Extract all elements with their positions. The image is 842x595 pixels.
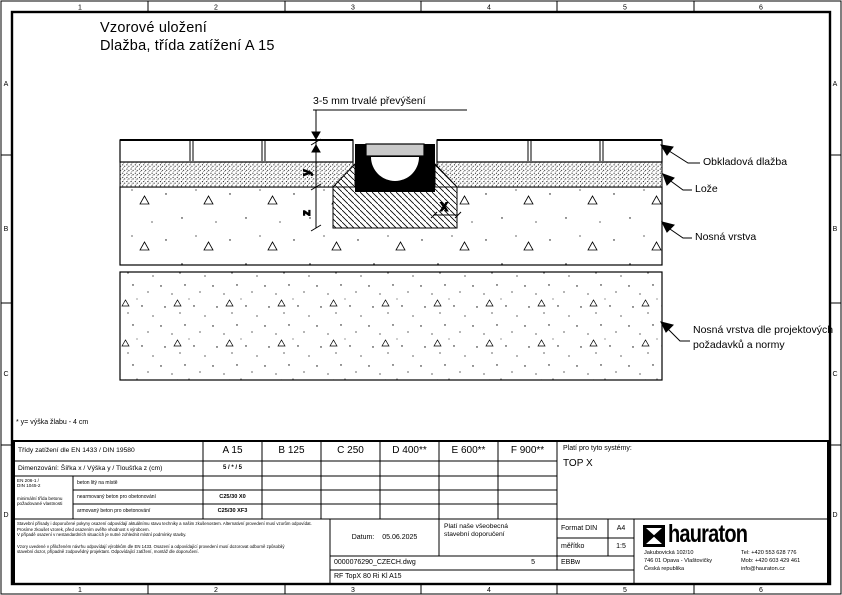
legal-notes xyxy=(17,521,325,555)
general-note-line: stavební doporučení xyxy=(444,531,505,538)
dim-x-label: X xyxy=(440,200,449,214)
spec-line: DIN 1045-2 xyxy=(17,483,41,489)
company-contact xyxy=(741,549,800,574)
contact-line: Mob: +420 603 429 461 xyxy=(741,558,801,565)
legal-line: V případě osazení v nestandardních situacích je nutné zohlednit místní podmínky stavby. xyxy=(17,532,187,538)
ruler-number: 3 xyxy=(351,587,355,594)
ruler-letter: A xyxy=(3,81,9,88)
class-header-d400: D 400** xyxy=(392,445,427,456)
ruler-number: 6 xyxy=(759,587,763,594)
concrete-spec-cell xyxy=(17,478,71,507)
class-header-f900: F 900** xyxy=(510,445,545,456)
spec-line: požadované vlastnosti xyxy=(17,501,63,507)
general-note-line: Platí naše všeobecná xyxy=(444,523,508,530)
filename: 0000076290_CZECH.dwg xyxy=(334,559,416,566)
format-label: Format DIN xyxy=(561,525,598,532)
ruler-number: 2 xyxy=(214,4,218,12)
class-header-e600: E 600** xyxy=(451,445,486,456)
ruler-number: 4 xyxy=(487,4,491,12)
general-note xyxy=(444,523,508,539)
ruler-number: 6 xyxy=(759,4,763,12)
contact-line: info@hauraton.cz xyxy=(741,566,785,573)
legal-line: Prosíme zkoušet vzorek, před osazením ověřte vhodnost s výrobcem. xyxy=(17,526,150,532)
layer-label-paving: Obkladová dlažba xyxy=(703,156,788,168)
dimension-row-label: Dimenzování: Šířka x / Výška y / Tloušťka z (cm) xyxy=(18,465,163,472)
format-value: A4 xyxy=(616,525,626,532)
date-cell xyxy=(330,519,439,556)
legal-line: Stavební přísady i doporučené pokyny osazení odpovídají aktuálnímu stavu techniky a našim zkušenostem. Alternativní provedení musí vzorům odpovídat. xyxy=(17,521,312,526)
page-subtitle: Dlažba, třída zatížení A 15 xyxy=(100,38,275,54)
annotation-overhang: 3-5 mm trvalé převýšení xyxy=(313,95,426,107)
ruler-letter: C xyxy=(832,371,838,378)
dim-z-label: z xyxy=(299,210,313,216)
dim-y-label: y xyxy=(299,169,313,176)
ruler-number: 3 xyxy=(351,4,355,12)
company-address xyxy=(644,549,712,574)
scale-label: měřítko xyxy=(561,543,585,550)
editor-code: EBBw xyxy=(561,559,581,566)
address-line: 746 01 Opava - Vlaštovičky xyxy=(644,558,713,565)
class-header-b125: B 125 xyxy=(278,445,305,456)
spec-line: minimální třída betonu xyxy=(17,495,63,501)
revision: 5 xyxy=(531,559,535,566)
ruler-letter: D xyxy=(832,512,838,519)
systems-value: TOP X xyxy=(563,458,593,469)
dimension-value-a15: 5 / * / 5 xyxy=(222,465,242,471)
address-line: Česká republika xyxy=(644,566,685,573)
ruler-number: 1 xyxy=(78,587,82,594)
ruler-number: 5 xyxy=(623,587,627,594)
ruler-letter: C xyxy=(3,371,9,378)
load-class-row-label: Třídy zatížení dle EN 1433 / DIN 19580 xyxy=(18,447,135,454)
scale-value: 1:5 xyxy=(616,543,626,550)
layer-label-bedding: Lože xyxy=(695,183,718,195)
ruler-number: 1 xyxy=(78,4,82,12)
footnote: * y= výška žlabu - 4 cm xyxy=(16,419,89,426)
ruler-letter: B xyxy=(3,226,9,233)
leader-lines xyxy=(661,145,700,341)
legal-line: Vzory uvedené v přiloženém návrhu odpovídají výrobkům dle EN 1433. Osazení a odpovídající provedení musí dozorovat odborně způsobilý xyxy=(17,543,285,549)
concrete-row-label: armovaný beton pro obetonování xyxy=(77,508,151,514)
hauraton-logo-icon xyxy=(643,525,665,547)
legal-line: stavební dozor, případně zodpovědný projektant. Odpovídající zatížení, montáž dle doporučení. xyxy=(17,549,199,555)
concrete-value-a15: C25/30 X0 xyxy=(219,494,246,500)
subbase-layer xyxy=(120,272,662,380)
class-header-a15: A 15 xyxy=(222,445,243,456)
date-value: 05.06.2025 xyxy=(382,534,418,541)
class-header-c250: C 250 xyxy=(337,445,364,456)
drawing-name: RF TopX 80 Ri Kl A15 xyxy=(334,573,402,580)
concrete-value-a15: C25/30 XF3 xyxy=(217,508,248,514)
ruler-letter: A xyxy=(832,81,838,88)
ruler-number: 2 xyxy=(214,587,218,594)
systems-label: Platí pro tyto systémy: xyxy=(563,445,632,452)
ruler-number: 5 xyxy=(623,4,627,12)
ruler-letter: B xyxy=(832,226,838,233)
layer-label-subbase: Nosná vrstva dle projektových požadavků a normy xyxy=(693,324,834,351)
concrete-row-label: nearmovaný beton pro obetonování xyxy=(77,494,156,500)
address-line: Jakubovická 102/10 xyxy=(644,550,694,556)
page-title: Vzorové uložení xyxy=(100,20,207,36)
ruler-number: 4 xyxy=(487,587,491,594)
date-label: Datum: xyxy=(351,534,375,541)
spec-line: EN 206-1 / xyxy=(17,478,39,483)
brand-wordmark: hauraton xyxy=(668,520,748,548)
layer-label-base: Nosná vrstva xyxy=(695,231,757,243)
contact-line: Tel: +420 553 628 776 xyxy=(741,550,797,556)
ruler-letter: D xyxy=(3,512,9,519)
channel-grate xyxy=(355,144,435,156)
concrete-row-label: beton litý na místě xyxy=(77,480,118,486)
